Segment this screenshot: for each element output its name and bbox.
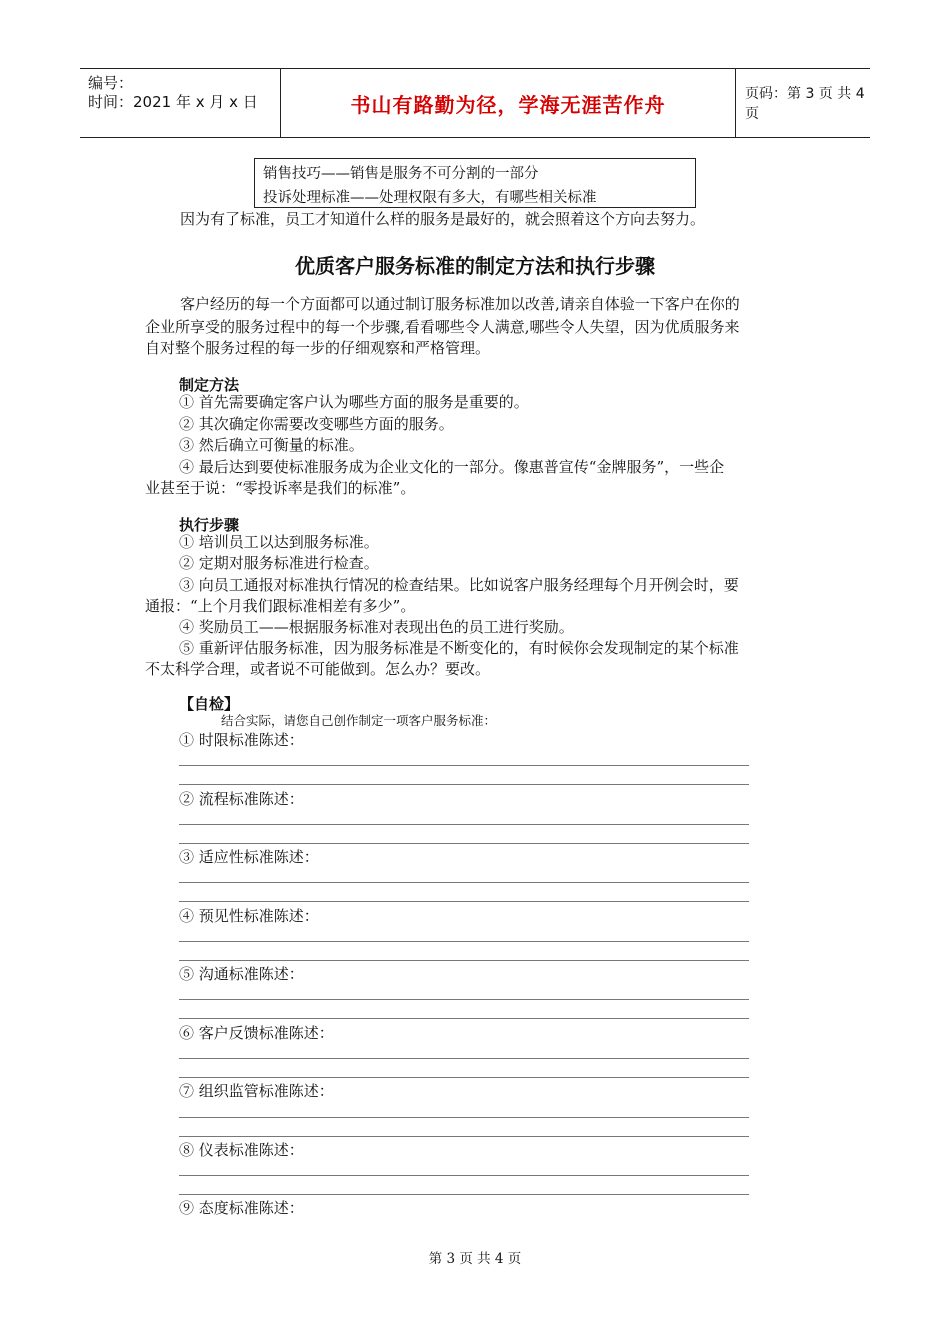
page-number-label: 页码：第 3 页 共 4 页 bbox=[745, 86, 865, 122]
motto-text: 书山有路勤为径，学海无涯苦作舟 bbox=[350, 92, 666, 117]
page-header bbox=[80, 68, 870, 138]
selfcheck-instruction: 结合实际，请您自己创作制定一项客户服务标准： bbox=[221, 713, 497, 728]
selfcheck-item: ② 流程标准陈述： bbox=[179, 790, 304, 808]
header-meta bbox=[80, 69, 280, 137]
answer-line bbox=[179, 1077, 749, 1078]
header-page-cell bbox=[735, 69, 870, 137]
answer-line bbox=[179, 941, 749, 942]
paragraph-line: 客户经历的每一个方面都可以通过制订服务标准加以改善,请亲自体验一下客户在你的 bbox=[180, 295, 740, 313]
paragraph-line: 自对整个服务过程的每一步的仔细观察和严格管理。 bbox=[145, 339, 491, 357]
doc-number-label: 编号： bbox=[88, 74, 134, 92]
section-title: 优质客户服务标准的制定方法和执行步骤 bbox=[295, 254, 655, 278]
list-item: 业甚至于说：“零投诉率是我们的标准”。 bbox=[145, 479, 416, 497]
answer-line bbox=[179, 843, 749, 844]
list-item: 不太科学合理，或者说不可能做到。怎么办？要改。 bbox=[145, 660, 491, 678]
list-item: ② 其次确定你需要改变哪些方面的服务。 bbox=[179, 415, 454, 433]
selfcheck-item: ⑦ 组织监管标准陈述： bbox=[179, 1082, 334, 1100]
selfcheck-item: ④ 预见性标准陈述： bbox=[179, 907, 319, 925]
selfcheck-item: ⑥ 客户反馈标准陈述： bbox=[179, 1024, 334, 1042]
list-item: ④ 奖励员工——根据服务标准对表现出色的员工进行奖励。 bbox=[179, 618, 574, 636]
selfcheck-item: ③ 适应性标准陈述： bbox=[179, 848, 319, 866]
standards-table bbox=[254, 158, 696, 208]
list-item: 通报：“上个月我们跟标准相差有多少”。 bbox=[145, 597, 416, 615]
list-item: ⑤ 重新评估服务标准，因为服务标准是不断变化的，有时候你会发现制定的某个标准 bbox=[179, 639, 739, 657]
answer-line bbox=[179, 1117, 749, 1118]
selfcheck-item: ⑨ 态度标准陈述： bbox=[179, 1199, 304, 1217]
list-item: ③ 向员工通报对标准执行情况的检查结果。比如说客户服务经理每个月开例会时，要 bbox=[179, 576, 739, 594]
answer-line bbox=[179, 999, 749, 1000]
answer-line bbox=[179, 901, 749, 902]
answer-line bbox=[179, 784, 749, 785]
methods-heading: 制定方法 bbox=[179, 376, 240, 394]
page-footer: 第 3 页 共 4 页 bbox=[428, 1251, 522, 1267]
doc-date-label: 时间：2021 年 x 月 x 日 bbox=[88, 93, 258, 111]
selfcheck-item: ⑤ 沟通标准陈述： bbox=[179, 965, 304, 983]
list-item: ④ 最后达到要使标准服务成为企业文化的一部分。像惠普宣传“金牌服务”，一些企 bbox=[179, 458, 725, 476]
paragraph-line: 企业所享受的服务过程中的每一个步骤,看看哪些令人满意,哪些令人失望，因为优质服务来 bbox=[145, 318, 740, 336]
steps-heading: 执行步骤 bbox=[179, 516, 240, 534]
answer-line bbox=[179, 824, 749, 825]
answer-line bbox=[179, 960, 749, 961]
selfcheck-item: ① 时限标准陈述： bbox=[179, 731, 304, 749]
table-row: 投诉处理标准——处理权限有多大，有哪些相关标准 bbox=[263, 190, 597, 206]
answer-line bbox=[179, 1175, 749, 1176]
list-item: ② 定期对服务标准进行检查。 bbox=[179, 554, 379, 572]
answer-line bbox=[179, 1194, 749, 1195]
intro-line: 因为有了标准，员工才知道什么样的服务是最好的，就会照着这个方向去努力。 bbox=[180, 210, 706, 228]
list-item: ① 培训员工以达到服务标准。 bbox=[179, 533, 379, 551]
selfcheck-item: ⑧ 仪表标准陈述： bbox=[179, 1141, 304, 1159]
answer-line bbox=[179, 1058, 749, 1059]
header-motto-cell bbox=[280, 69, 736, 137]
table-row: 销售技巧——销售是服务不可分割的一部分 bbox=[263, 166, 539, 182]
answer-line bbox=[179, 765, 749, 766]
answer-line bbox=[179, 1018, 749, 1019]
list-item: ③ 然后确立可衡量的标准。 bbox=[179, 436, 364, 454]
list-item: ① 首先需要确定客户认为哪些方面的服务是重要的。 bbox=[179, 393, 529, 411]
answer-line bbox=[179, 882, 749, 883]
answer-line bbox=[179, 1136, 749, 1137]
selfcheck-heading: 【自检】 bbox=[179, 695, 240, 713]
